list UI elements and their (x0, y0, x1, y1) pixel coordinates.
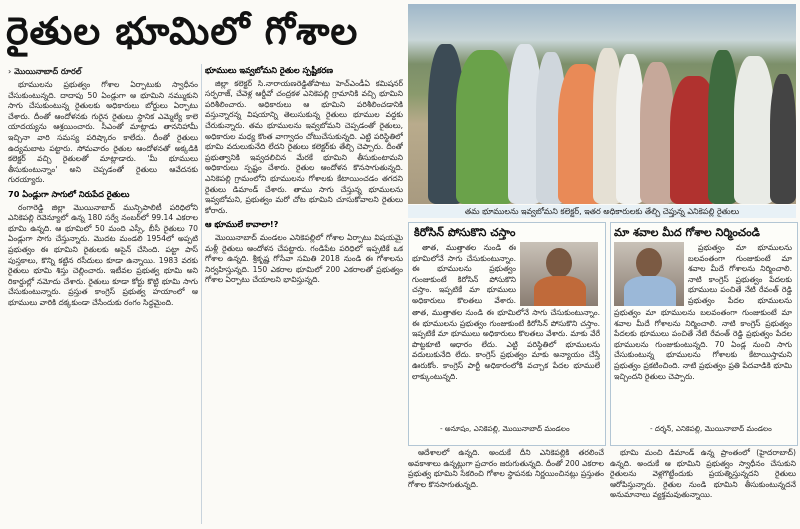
paragraph: ప్రభుత్వం మా భూములను బలవంతంగా గుంజుకుంటే మా శవాల మీదే గోశాలను నిర్మించాలి. నాటి కాంగ్రెస్ ప్రభుత్వం పేదలకు భూములు పంచితే నేటి రేవంత్ రెడ్డి ప్రభుత్వం పేదల భూములను గుంజుకుంటున్నది. 70 ఏండ్ల నుంచి సాగు చేసుకుంటున్న భూములను గోశాలకు కేటాయిస్తామని ప్రభుత్వం ప్రకటించింది. నాటి ప్రభుత్వం ప్రతి పేదవాడికి భూమి ఇచ్చిందని రైతులు చెప్పారు. (614, 308, 792, 381)
quote-box-1-credit: - అనూషం, ఎనికెపల్లి, మొయినాబాద్ మండలం (440, 424, 570, 433)
paragraph: ప్రభుత్వం మా భూములను బలవంతంగా గుంజుకుంటే మా శవాల మీదే గోశాలను నిర్మించాలి. నాటి కాంగ్రెస్ ప్రభుత్వం పేదలకు భూములు పంచితే నేటి రేవంత్ రెడ్డి ప్రభుత్వం పేదల భూములను (688, 243, 792, 305)
paragraph: తాత, ముత్తాతల నుండి ఈ భూమిలోనే సాగు చేసుకుంటున్నాం. ఈ భూములను ప్రభుత్వం గుంజుకుంటే కిరోసిన్ పోసుకొని చస్తాం. ఇప్పటికే మా భూములు అధికారులు కొలతలు వేశారు. మాకు వేరే పొట్టకూటి ఆధారం లేదు. ఎట్టి పరిస్థితిలో భూములను వదులుకునేది లేదు. కాంగ్రెస్ ప్రభుత్వం మాకు అన్యాయం చేస్తే ఊరుకోం. కాంగ్రెస్ పార్టీ అధికారంలోకి వచ్చాక పేదల భూములే లాక్కుంటున్నది. (412, 308, 600, 381)
bottom-text-left (408, 448, 604, 526)
paragraph: మొయినాబాద్ మండలం ఎనికెపల్లిలో గోశాల ఏర్పాటు విషయమై మళ్లీ రైతులు ఆందోళన చేపట్టారు. గండిపేట పరిధిలో ఇప్పటికే ఒక గోశాల ఉన్నది. శ్రీకృష్ణ గోసేవా సమితి 2018 నుండి ఈ గోశాలను నిర్వహిస్తున్నది. 150 ఎకరాల భూమిలో 200 ఎకరాలతో ప్రభుత్వం గోశాల ఏర్పాటు చేయాలని భావిస్తున్నది. (205, 232, 403, 285)
headline: రైతుల భూమిలో గోశాల (6, 9, 359, 53)
chevron-right-icon: › (8, 67, 12, 76)
farmer-portrait-photo-2 (614, 242, 684, 306)
quote-box-2-heading: మా శవాల మీద గోశాల నిర్మించండి (614, 226, 760, 239)
column-divider (201, 64, 202, 524)
paragraph: జిల్లా కలెక్టర్ సి.నారాయణరెడ్డితోపాటు హెచ్‌ఎండీఏ కమిషనర్ సర్ఫరాజ్, చేవెళ్ల ఆర్డీవో చంద్రకళ ఎనికెపల్లి గ్రామానికి వచ్చి భూమిని పరిశీలించారు. అధికారులు ఆ భూమిని పరిశీలించడానికి వస్తున్నారన్న విషయాన్ని తెలుసుకున్న రైతులు భూముల వద్దకు చేరుకున్నారు. తమ భూములను ఇవ్వబోమని చెప్పడంతో రైతులు, అధికారుల మధ్య కొంత వాగ్వాదం చోటుచేసుకున్నది. ఎట్టి పరిస్థితిలో భూమి వదులుకునేది లేదని రైతులు కలెక్టర్‌కు తేల్చి చెప్పారు. దీంతో ప్రభుత్వానికి ఇవ్వదలిచిన మేరకే భూమిని తీసుకుంటామని అధికారులు స్పష్టం చేశారు. రైతుల ఆందోళన కొనసాగుతున్నది. ఎనికెపల్లి గ్రామంలోని భూములను గోశాలకు కేటాయించడం తగదని రైతులు డిమాండ్ చేశారు. తాము సాగు చేస్తున్న భూములను ఇవ్వబోమని, ప్రభుత్వం మరో చోట భూమిని చూసుకోవాలని రైతులు కోరారు. (205, 78, 403, 215)
bottom-text-right (610, 448, 796, 526)
article-column-1 (8, 80, 198, 526)
paragraph: భూమి మంచి డిమాండ్ ఉన్న ప్రాంతంలో (హైదరాబాద్) ఉన్నది. అందుకే ఆ భూమిని ప్రభుత్వం స్వాధీనం చేసుకుని రైతులను వెళ్లగొట్టేందుకు ప్రయత్నిస్తున్నదని రైతులు ఆరోపిస్తున్నారు. రైతుల నుండి భూమిని తీసుకుంటున్నదనే అనుమానాలు వ్యక్తమవుతున్నాయి. (610, 448, 796, 500)
subheading: 70 ఏండ్లుగా సాగులో నిరుపేద రైతులు (8, 188, 130, 199)
article-column-2 (205, 62, 403, 526)
news-photo (408, 4, 796, 204)
byline (8, 67, 81, 78)
quote-box-2-credit: - దర్శన్, ఎనికెపల్లి, మొయినాబాద్ మండలం (650, 424, 772, 433)
photo-caption: తమ భూములను ఇవ్వబోమని కలెక్టర్‌, ఇతర అధికారులకు తేల్చి చెప్తున్న ఎనికెపల్లి రైతులు (408, 205, 796, 218)
paragraph: ఆదేశాలలో ఉన్నది. అందుకే దీని ఎనికెపల్లికి తరలించే అవకాశాలు ఉన్నట్లుగా ప్రచారం జరుగుతున్నది. దీంతో 200 ఎకరాల ప్రభుత్వ భూమిని సేకరించి గోశాల స్థాపనకు నిర్ణయించినట్లు ప్రస్తుతం గోశాల కొనసాగుతున్నది. (408, 448, 604, 489)
quote-box-1-heading: కిరోసిన్ పోసుకొని చస్తాం (414, 226, 516, 239)
paragraph: రంగారెడ్డి జిల్లా మొయినాబాద్ మున్సిపాలిటీ పరిధిలోని ఎనికెపల్లి రెవెన్యూలో ఉన్న 180 సర్వే నంబర్‌లో 99.14 ఎకరాల భూమి ఉన్నది. ఆ భూమిలో 50 మంది ఎస్సీ, బీసీ రైతులు 70 ఏండ్లుగా సాగు చేస్తున్నారు. మొదట మండలి 1954లో అప్పటి ప్రభుత్వం ఈ భూమిని రైతులకు అసైన్ చేసింది. పట్టా పాస్ పుస్తకాలు, కొన్ని కట్టిన రసీదులు కూడా ఉన్నాయి. 1983 వరకు రైతులు భూమి శిస్తు చెల్లించారు. ఇటీవల ప్రభుత్వ భూమి అని రికార్డుల్లో నమోదు చేశారు. రైతులు కూడా కోర్టు కొట్టి భూమి సాగు చేసుకుంటున్నారు. ప్రస్తుత కాంగ్రెస్ ప్రభుత్వ హయాంలో ఆ భూములు వారికి దక్కకుండా చేసేందుకు రంగం సిద్ధమైంది. (8, 202, 198, 307)
quote-box-1-text (412, 243, 516, 307)
byline-text: మొయినాబాద్ రూరల్ (14, 67, 82, 76)
paragraph: తాత, ముత్తాతల నుండి ఈ భూమిలోనే సాగు చేసుకుంటున్నాం. ఈ భూములను ప్రభుత్వం గుంజుకుంటే కిరోసిన్ పోసుకొని చస్తాం. ఇప్పటికే మా భూములు అధికారులు కొలతలు వేశారు. (412, 243, 516, 305)
quote-box-2-text-cont (614, 308, 792, 416)
subheading: భూములు ఇవ్వబోమని రైతుల స్పష్టీకరణ (205, 65, 333, 75)
subheading: ఆ భూములే కావాలా!? (205, 219, 279, 230)
quote-box-2-text (688, 243, 792, 307)
quote-box-1-text-cont (412, 308, 600, 416)
farmer-portrait-photo (520, 242, 598, 306)
paragraph: భూములను ప్రభుత్వం గోశాల ఏర్పాటుకు స్వాధీనం చేసుకుంటున్నది. దాదాపు 50 ఏండ్లుగా ఆ భూమిని నమ్ముకుని సాగు చేసుకుంటున్న రైతులకు అధికారులు బోర్డులు ఏర్పాటు చేశారు. దీంతో ఆందోళనకు గురైన రైతులు స్థానిక ఎమ్మెల్యే కాలె యాదయ్యను ఆశ్రయించారు. సీఎంతో మాట్లాడు తాననిహామీ ఇచ్చినా వారి సమస్య పరిష్కారం కాలేదు. దీంతో రైతులు ఉద్యమబాట పట్టారు. సోమవారం రైతుల ఆందోళనతో అక్కడికి కలెక్టర్ వచ్చి రైతులతో మాట్లాడారు. 'మీ భూములు తీసుకుంటున్నాం' అని చెప్పడంతో రైతులు ఆవేదనకు గురయ్యారు. (8, 80, 198, 185)
